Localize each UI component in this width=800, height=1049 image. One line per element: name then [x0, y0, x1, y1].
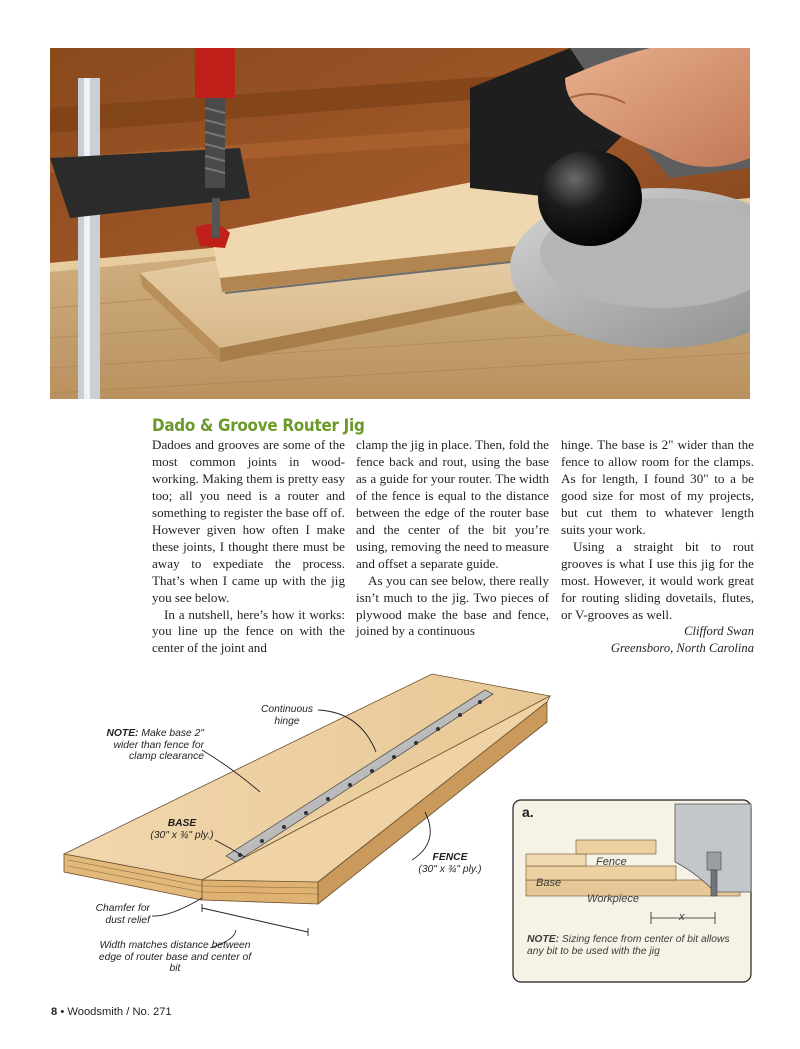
note-text: Make base 2" wider than fence for clamp clearance: [113, 728, 204, 762]
paragraph: hinge. The base is 2" wider than the fence to allow room for the clamps. As for length, I found 30" to a be good size for most of my projects, but cut them to whatever length suits your work.: [561, 437, 754, 537]
article-column-1: [152, 437, 345, 657]
paragraph: In a nutshell, here’s how it works: you line up the fence on with the center of the joint and: [152, 606, 345, 656]
note-label: NOTE:: [106, 728, 139, 739]
paragraph: clamp the jig in place. Then, fold the fence back and rout, using the base as a guide for your router. The width of the fence is equal to the distance between the edge of the router base and the center of the bit you’re using, removing the need to measure and offset a separate guide.: [356, 437, 549, 571]
detail-base-label: Base: [536, 877, 562, 889]
base-callout: [142, 818, 222, 841]
base-dims: (30" x ¾" ply.): [150, 829, 214, 841]
article-title: Dado & Groove Router Jig: [152, 416, 365, 435]
fence-callout: [410, 852, 490, 875]
article-column-3: [561, 437, 754, 657]
detail-letter: a.: [522, 804, 534, 820]
detail-workpiece-label: Workpiece: [587, 893, 639, 905]
detail-fence-label: Fence: [596, 856, 627, 868]
detail-note-label: NOTE:: [527, 934, 560, 945]
author-name: Clifford Swan: [684, 624, 754, 639]
detail-x-label: x: [679, 911, 685, 923]
footer-bullet: •: [60, 1006, 65, 1018]
hinge-callout: Continuous hinge: [260, 704, 314, 727]
width-callout: Width matches distance between edge of router base and center of bit: [98, 940, 252, 974]
publication-name: Woodsmith / No. 271: [67, 1006, 172, 1018]
article-column-2: [356, 437, 549, 640]
chamfer-callout: Chamfer for dust relief: [95, 903, 150, 926]
paragraph: Dadoes and grooves are some of the most common joints in wood-working. Making them is pretty easy too; all you need is a router and something to register the base off of. However given how often I make these joints, I thought there must be away to expediate the process. That’s when I came up with the jig you see below.: [152, 437, 345, 605]
author-location: Greensboro, North Carolina: [610, 641, 754, 656]
detail-note-text: Sizing fence from center of bit allows any bit to be used with the jig: [527, 934, 730, 957]
base-label: BASE: [167, 818, 197, 829]
paragraph: Using a straight bit to rout grooves is what I use this jig for the most. However, it would work great for routing sliding dovetails, flutes, or V-grooves as well.: [561, 538, 754, 622]
fence-dims: (30" x ¾" ply.): [418, 863, 482, 875]
page-number: 8: [51, 1006, 58, 1018]
note-callout: [84, 728, 204, 763]
fence-label: FENCE: [432, 852, 468, 863]
detail-note: [527, 934, 745, 957]
router-jig-photo: [50, 48, 750, 399]
paragraph: As you can see below, there really isn’t much to the jig. Two pieces of plywood make the base and fence, joined by a continuous: [356, 572, 549, 639]
page-footer: [51, 1006, 172, 1018]
